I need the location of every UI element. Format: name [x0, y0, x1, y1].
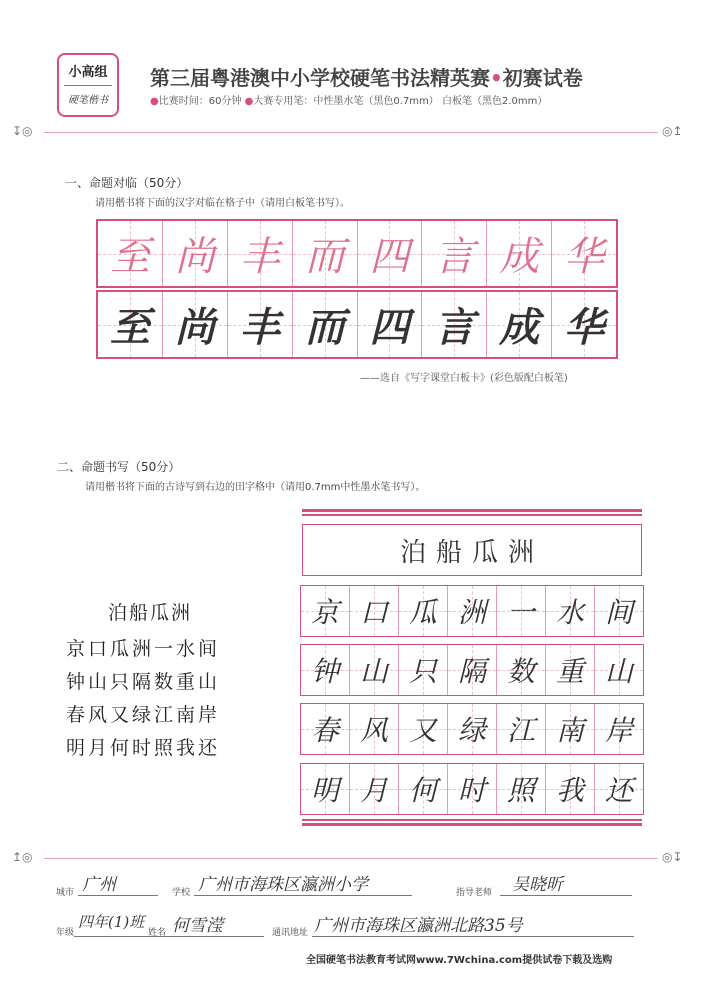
grid-cell — [293, 221, 358, 286]
grid-cell — [301, 586, 350, 636]
writing-grid-row-2 — [300, 644, 644, 696]
grid-cell — [487, 292, 552, 357]
source-note: ——选自《写字课堂白板卡》(彩色版配白板笔) — [360, 373, 568, 384]
grid-char: 京 — [310, 596, 339, 629]
grid-cell — [399, 764, 448, 814]
grid-cell — [546, 764, 595, 814]
grid-cell — [399, 645, 448, 695]
subtitle-pens: 大赛专用笔：中性墨水笔（黑色0.7mm） 白板笔（黑色2.0mm） — [253, 96, 548, 107]
grid-cell — [399, 586, 448, 636]
grid-cell — [228, 292, 293, 357]
grid-cell — [422, 292, 487, 357]
badge-group-label: 小高组 — [68, 65, 108, 80]
school-underline — [194, 895, 412, 896]
poem-title: 泊船瓜洲 — [108, 602, 193, 624]
grid-cell — [497, 704, 546, 754]
city-underline — [78, 895, 158, 896]
address-value[interactable]: 广州市海珠区瀛洲北路35号 — [314, 916, 523, 936]
grid-cell — [301, 704, 350, 754]
grid-cell — [448, 764, 497, 814]
grid-cell — [487, 221, 552, 286]
copy-grid — [96, 290, 618, 359]
grid-char: 我 — [555, 774, 584, 807]
footer-text: 全国硬笔书法教育考试网www.7Wchina.com提供试卷下载及选购 — [306, 955, 613, 966]
grid-cell — [448, 704, 497, 754]
grid-cell — [497, 764, 546, 814]
title-dot: • — [490, 66, 503, 90]
grid-char: 尚 — [174, 304, 215, 351]
grid-cell — [350, 586, 399, 636]
badge-divider — [64, 85, 112, 86]
teacher-underline — [500, 895, 632, 896]
city-label: 城市 — [56, 888, 75, 898]
writing-grid-row-4 — [300, 763, 644, 815]
grid-cell — [422, 221, 487, 286]
grid-char: 月 — [359, 774, 388, 807]
grid-cell — [595, 586, 643, 636]
subtitle-time: 比赛时间：60分钟 — [158, 96, 242, 107]
grid-char: 洲 — [457, 596, 486, 629]
written-title-box — [302, 524, 642, 576]
grid-cell — [358, 292, 423, 357]
section1-heading: 一、命题对临（50分） — [65, 176, 189, 190]
grid-char: 至 — [109, 304, 150, 351]
grid-char: 又 — [408, 714, 437, 747]
grid-char: 而 — [304, 304, 345, 351]
grid-char: 四 — [369, 304, 410, 351]
grid-char: 尚 — [174, 234, 215, 280]
grid-char: 丰 — [239, 234, 280, 280]
subtitle-dot-1: ● — [150, 96, 159, 107]
grid-cell — [98, 221, 163, 286]
grid-cell — [546, 586, 595, 636]
grid-cell — [350, 645, 399, 695]
grid-char: 山 — [604, 655, 633, 688]
poem-line: 明月何时照我还 — [66, 737, 221, 759]
grid-cell — [546, 645, 595, 695]
grid-char: 钟 — [310, 655, 339, 688]
grade-label: 年级 — [56, 928, 75, 938]
grid-cell — [595, 704, 643, 754]
title-suffix: 初赛试卷 — [502, 66, 583, 90]
grid-char: 一 — [506, 596, 535, 629]
arrow-icon: ◎↧ — [662, 850, 683, 864]
grid-char: 江 — [506, 714, 535, 747]
grid-char: 间 — [604, 596, 633, 629]
grid-char: 华 — [564, 234, 605, 280]
grid-bottom-band-thin — [302, 819, 642, 821]
grid-char: 水 — [555, 596, 584, 629]
grid-cell — [293, 292, 358, 357]
title-main: 第三届粤港澳中小学校硬笔书法精英赛 — [150, 66, 490, 90]
grid-char: 明 — [310, 774, 339, 807]
grid-cell — [595, 764, 643, 814]
grid-char: 山 — [359, 655, 388, 688]
poem-line: 钟山只隔数重山 — [66, 671, 221, 693]
grid-cell — [552, 221, 616, 286]
grid-cell — [350, 704, 399, 754]
arrow-icon: ↥◎ — [12, 850, 33, 864]
grid-cell — [552, 292, 616, 357]
writing-grid-row-3 — [300, 703, 644, 755]
grid-char: 照 — [506, 774, 535, 807]
grid-cell — [546, 704, 595, 754]
grid-char: 至 — [109, 234, 150, 280]
grid-char: 丰 — [239, 304, 280, 351]
grid-char: 言 — [434, 234, 475, 280]
grid-top-band-thin — [302, 514, 642, 516]
teacher-label: 指导老师 — [456, 888, 493, 898]
grid-cell — [301, 764, 350, 814]
grid-char: 风 — [359, 714, 388, 747]
school-label: 学校 — [172, 888, 191, 898]
arrow-icon: ◎↥ — [662, 124, 683, 138]
grade-value[interactable]: 四年(1)班 — [78, 913, 145, 931]
grid-cell — [595, 645, 643, 695]
group-badge — [57, 53, 119, 117]
grid-char: 口 — [359, 596, 388, 629]
grid-char: 瓜 — [408, 596, 437, 629]
grid-cell — [448, 645, 497, 695]
written-title: 泊船瓜洲 — [399, 537, 544, 568]
grid-char: 华 — [564, 304, 605, 351]
school-value[interactable]: 广州市海珠区瀛洲小学 — [198, 875, 368, 895]
grid-cell — [497, 586, 546, 636]
subtitle-dot-2: ● — [244, 96, 254, 107]
grid-char: 隔 — [457, 655, 486, 688]
arrow-icon: ↧◎ — [12, 124, 33, 138]
grid-char: 言 — [434, 304, 475, 351]
page-subtitle — [150, 92, 547, 107]
page-title — [150, 62, 583, 91]
grid-cell — [163, 221, 228, 286]
top-divider — [44, 132, 658, 133]
grid-char: 绿 — [457, 714, 486, 747]
writing-grid-row-1 — [300, 585, 644, 637]
grid-cell — [448, 586, 497, 636]
poem-line: 春风又绿江南岸 — [66, 704, 221, 726]
grid-cell — [350, 764, 399, 814]
section2-heading: 二、命题书写（50分） — [57, 460, 181, 474]
grid-char: 数 — [506, 655, 535, 688]
grid-cell — [358, 221, 423, 286]
grid-char: 还 — [604, 774, 633, 807]
name-value[interactable]: 何雪滢 — [172, 916, 223, 936]
grid-char: 春 — [310, 714, 339, 747]
bottom-divider — [44, 858, 658, 859]
grid-char: 四 — [369, 234, 410, 280]
grid-cell — [163, 292, 228, 357]
grid-char: 南 — [555, 714, 584, 747]
grade-name-underline — [74, 936, 264, 937]
model-grid — [96, 219, 618, 288]
section2-instruction: 请用楷书将下面的古诗写到右边的田字格中（请用0.7mm中性墨水笔书写）。 — [85, 482, 426, 493]
grid-cell — [228, 221, 293, 286]
badge-style-label: 硬笔楷书 — [68, 95, 108, 106]
grid-cell — [399, 704, 448, 754]
name-label: 姓名 — [148, 928, 167, 938]
address-underline — [312, 936, 634, 937]
grid-char: 重 — [555, 655, 584, 688]
grid-char: 成 — [499, 234, 540, 280]
grid-char: 成 — [499, 304, 540, 351]
section1-instruction: 请用楷书将下面的汉字对临在格子中（请用白板笔书写）。 — [95, 198, 350, 209]
poem-line: 京口瓜洲一水间 — [66, 638, 221, 660]
grid-char: 时 — [457, 774, 486, 807]
grid-char: 何 — [408, 774, 437, 807]
grid-bottom-band — [302, 823, 642, 826]
teacher-value[interactable]: 吴晓昕 — [512, 875, 563, 895]
grid-char: 只 — [408, 655, 437, 688]
grid-cell — [301, 645, 350, 695]
address-label: 通讯地址 — [272, 928, 309, 938]
grid-top-band — [302, 509, 642, 512]
grid-char: 岸 — [604, 714, 633, 747]
grid-char: 而 — [304, 234, 345, 280]
city-value[interactable]: 广州 — [82, 875, 116, 895]
grid-cell — [98, 292, 163, 357]
grid-cell — [497, 645, 546, 695]
